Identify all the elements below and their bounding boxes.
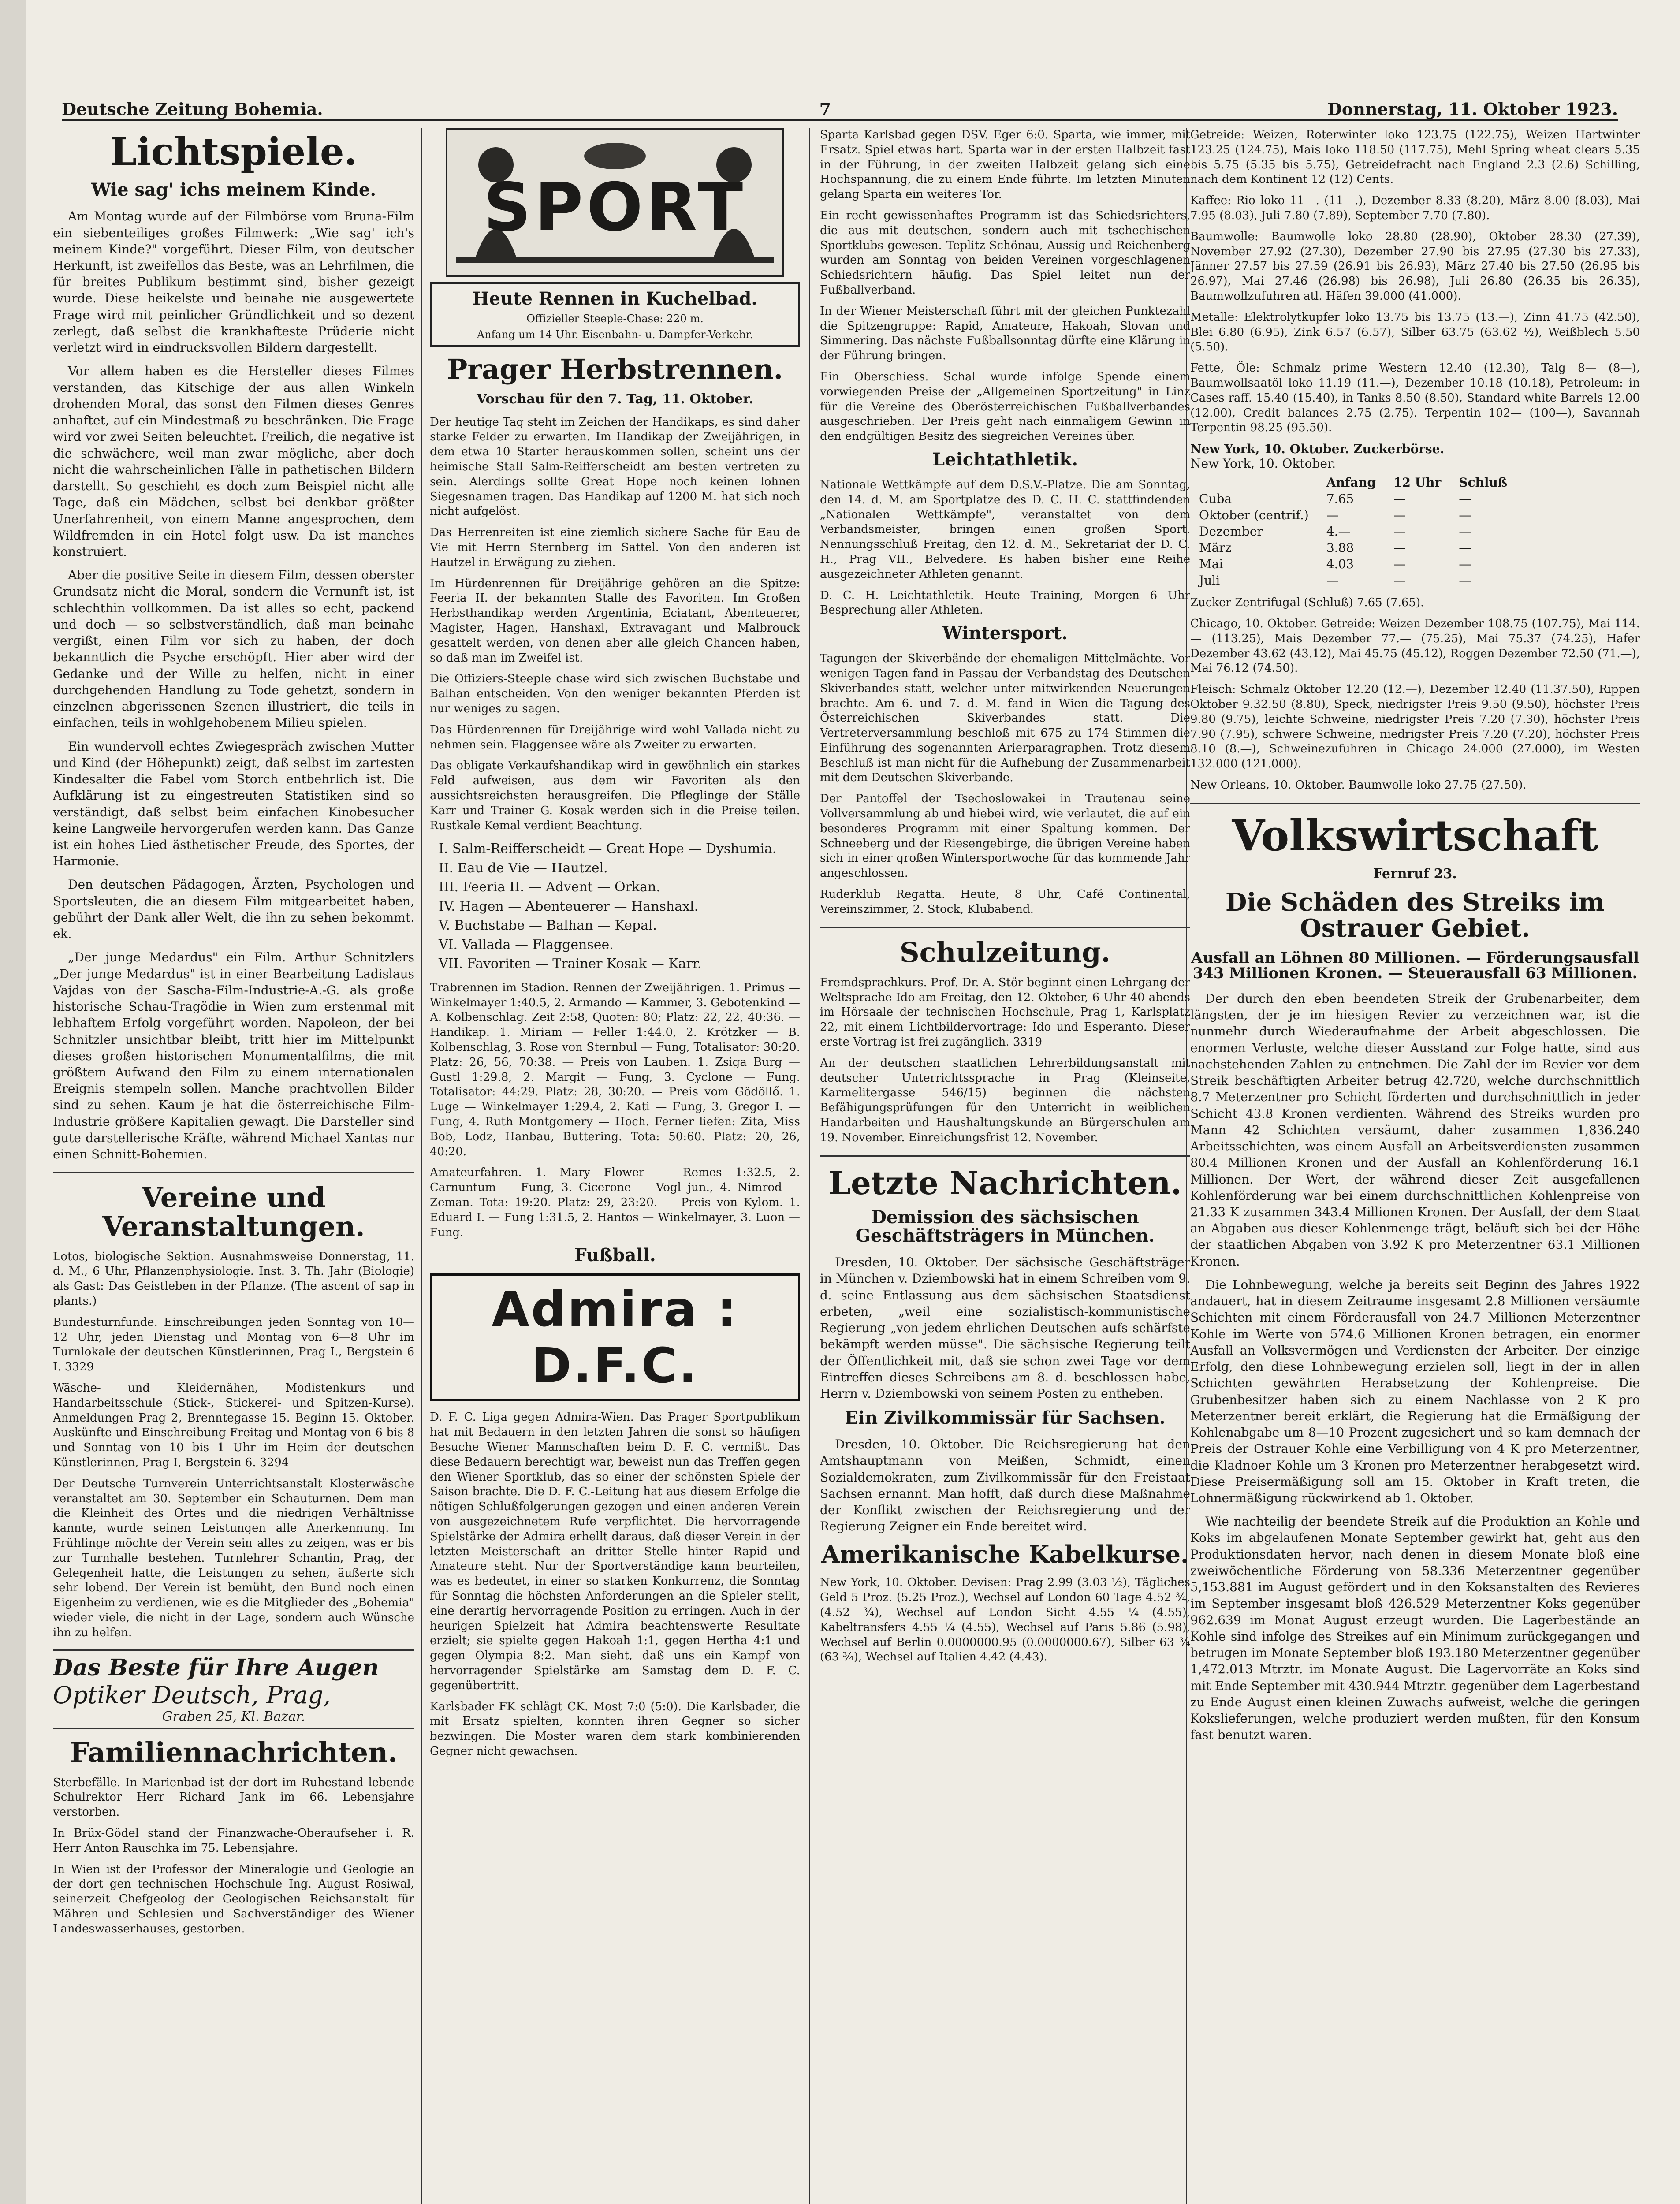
race-tip: V. Buchstabe — Balhan — Kepal. [439,918,657,934]
article-subtitle: Vorschau für den 7. Tag, 11. Oktober. [477,391,753,407]
paragraph: New Orleans, 10. Oktober. Baumwolle loko 27.75 (27.50). [1190,778,1527,792]
race-notice-box [430,282,800,347]
paragraph: Die Offiziers-Steeple chase wird sich zwischen Buchstabe und Balhan entscheiden. Von den weniger bekannten Pferden ist nur weniges zu sagen. [430,672,800,715]
table-cell: — [1393,573,1406,588]
table-cell: — [1459,491,1471,506]
paragraph: Das Herrenreiten ist eine ziemlich sichere Sache für Eau de Vie mit Herrn Sternberg im Sattel. Von den anderen ist Hautzel in Erwägung zu ziehen. [430,526,800,569]
paragraph: Das obligate Verkaufshandikap wird in gewöhnlich ein starkes Feld aufweisen, aus dem wir Favoriten als den aussichtsreichsten herausgreifen. Die Pfleglinge der Ställe Karr und Trainer G. Kosak werden sich in die Preise teilen. Rustkale Kemal verdient Beachtung. [430,759,800,832]
article-title: Wie sag' ichs meinem Kinde. [91,179,376,201]
column-rule [421,128,422,2204]
divider [53,1172,414,1173]
section-heading: Letzte Nachrichten. [828,1164,1182,1202]
race-tip: VII. Favoriten — Trainer Kosak — Karr. [439,956,702,972]
paragraph: Ruderklub Regatta. Heute, 8 Uhr, Café Continental, Vereinszimmer, 2. Stock, Klubabend. [820,888,1190,916]
column-rule [809,128,810,2204]
paragraph: Baumwolle: Baumwolle loko 28.80 (28.90), Oktober 28.30 (27.39), November 27.92 (27.30), Dezember 27.90 bis 27.95 (27.30 bis 27.33), Jänner 27.57 bis 27.59 (26.91 bis 26.93), März 27.40 bis 27.50 (26.95 bis 26.97), Mai 27.46 (26.98) bis 26.98), Juli 26.80 (26.35 bis 26.35), Baumwollzufuhren atl. Häfen 39.000 (41.000). [1190,230,1640,303]
race-tip: II. Eau de Vie — Hautzel. [439,860,608,876]
notice: Der Deutsche Turnverein Unterrichtsanstalt Klosterwäsche veranstaltet am 30. September ein Schauturnen. Dem man die Kleinheit des Ortes und die niedrigen Verhältnisse kannte, wurde seinen Leistungen alle Anerkennung. Im Frühlinge möchte der Verein sein alles zu zeigen, was er bis zur Turnhalle bestehen. Turnlehrer Schantin, Prag, der Gelegenheit hatte, die Leistungen zu sehen, äußerte sich sehr lobend. Der Verein ist bemüht, den Bund noch einen Eigenheim zu verdienen, wie es die Mitglieder des „Bohemia" wieder viele, die nicht in der Lage, sondern auch Wünsche ihn zu helfen. [53,1477,414,1639]
table-cell: — [1459,540,1471,555]
paragraph: „Der junge Medardus" ein Film. Arthur Schnitzlers „Der junge Medardus" ist in einer Bearbeitung Ladislaus Vajdas von der Sascha-Film-Industrie-A.-G. als große historische Schau-Tragödie in Wien zum erstenmal mit lebhaftem Erfolg vorgeführt worden. Napoleon, der bei Schnitzler unsichtbar bleibt, tritt hier im Mittelpunkt dieses großen historischen Monumentalfilms, die mit größtem Aufwand den Film zu einem internationalen Ereignis stempeln sollen. Manche prachtvollen Bilder sind zu sehen. Kaum je hat die österreichische Film-Industrie größere Kapitalien gewagt. Die Darsteller sind gute darstellerische Kräfte, während Michael Xantas nur einen Schnitt-Bohemien. [53,950,414,1162]
table-cell: 3.88 [1326,540,1354,555]
table-header: Schluß [1459,475,1508,490]
notice: Bundesturnfunde. Einschreibungen jeden Sonntag von 10—12 Uhr, jeden Dienstag und Montag von 6—8 Uhr im Turnlokale der deutschen Künstlerinnen, Prag I., Bergstein 6 I. 3329 [53,1315,414,1374]
header-date: Donnerstag, 11. Oktober 1923. [1327,99,1618,119]
table-cell: Juli [1199,573,1220,588]
table-row [1190,507,1516,523]
divider [820,927,1190,928]
table-header: 12 Uhr [1393,475,1442,490]
header-left: Deutsche Zeitung Bohemia. [62,99,323,119]
race-tip: I. Salm-Reifferscheidt — Great Hope — Dyshumia. [439,841,777,857]
section-heading: Wintersport. [942,623,1068,644]
table-cell: — [1459,524,1471,539]
sugar-table-title: New York, 10. Oktober. [1190,456,1336,471]
table-header: Anfang [1326,475,1376,490]
paragraph: D. F. C. Liga gegen Admira-Wien. Das Prager Sportpublikum hat mit Bedauern in den letzten Jahren die sonst so häufigen Besuche Wiener Mannschaften beim D. F. C. vermißt. Das diese Bedauern berechtigt war, beweist nun das Treffen gegen den Wiener Sportklub, das so einer der schönsten Spiele der Saison brachte. Die D. F. C.-Leitung hat aus diesem Erfolge die nötigen Schlußfolgerungen gezogen und einen anderen Verein von ausgezeichnetem Rufe verpflichtet. Die hervorragende Spielstärke der Admira erhellt daraus, daß dieser Verein in der letzten Meisterschaft an dritter Stelle hinter Rapid und Amateure steht. Nur der Sportverständige kann beurteilen, was es bedeutet, in einer so starken Konkurrenz, die Sonntag für Sonntag die höchsten Anforderungen an die Spieler stellt, eine derartig hervorragende Position zu erringen. Auch in der heurigen Spielzeit hat Admira beachtenswerte Resultate erzielt; sie spielte gegen Hakoah 1:1, gegen Hertha 4:1 und gegen Olympia 8:2. Man sieht, daß uns ein Kampf von hervorragender Spielstärke am Samstag dem D. F. C. gegenübertritt. [430,1411,800,1692]
paragraph: Amateurfahren. 1. Mary Flower — Remes 1:32.5, 2. Carnuntum — Fung, 3. Cicerone — Vogl jun., 4. Nimrod — Zeman. Tota: 19:20. Platz: 29, 23:20. — Preis von Kylom. 1. Eduard I. — Fung 1:31.5, 2. Hantos — Winkelmayer, 3. Luon — Fung. [430,1166,800,1239]
paragraph: Am Montag wurde auf der Filmbörse vom Bruna-Film ein siebenteiliges großes Filmwerk: „Wie sag' ich's meinem Kinde?" vorgeführt. Dieser Film, von deutscher Herkunft, ist zweifellos das Beste, was an Lehrfilmen, die für breites Publikum bestimmt sind, bisher gezeigt wurde. Diese heikelste und beinahe nie ausgewertete Frage wird mit peinlicher Gründlichkeit und so dezent zerlegt, daß selbst die krankhafteste Prüderie nicht verletzt wird in eindrucksvollen Bildern dargestellt. [53,209,414,355]
paragraph: An der deutschen staatlichen Lehrerbildungsanstalt mit deutscher Unterrichtssprache in Prag (Kleinseite, Karmelitergasse 546/15) beginnen die nächsten Befähigungsprüfungen für den Unterricht in weiblichen Handarbeiten und Haushaltungskunde an Bürgerschulen am 19. November. Einreichungsfrist 12. November. [820,1056,1190,1144]
article-title: Prager Herbstrennen. [447,353,783,385]
table-cell: — [1393,508,1406,523]
notice: Sterbefälle. In Marienbad ist der dort im Ruhestand lebende Schulrektor Herr Richard Jank im 66. Lebensjahre verstorben. [53,1776,414,1819]
table-row [1190,572,1516,588]
article-title: Ein Zivilkommissär für Sachsen. [845,1407,1166,1429]
sugar-heading: New York, 10. Oktober. Zuckerbörse. [1190,442,1445,457]
paragraph: Ein Oberschiess. Schal wurde infolge Spende einem vorwiegenden Preise der „Allgemeinen Sportzeitung" in Linz für die Vereine des Oberösterreichischen Fußballverbandes ausgeschrieben. Der Preis geht nach einmaligem Gewinn in den endgültigen Besitz des siegreichen Vereines über. [820,370,1190,443]
table-cell: Oktober (centrif.) [1199,508,1309,523]
table-cell: — [1326,508,1339,523]
notice: Lotos, biologische Sektion. Ausnahmsweise Donnerstag, 11. d. M., 6 Uhr, Pflanzenphysiologie. Inst. 3. Th. Jahr (Biologie) als Gast: Das Geistleben in der Pflanze. (The ascent of sap in plants.) [53,1250,414,1308]
section-heading: Schulzeitung. [899,936,1111,968]
table-header [1190,474,1318,491]
paragraph: Dresden, 10. Oktober. Die Reichsregierung hat den Amtshauptmann von Meißen, Schmidt, einen Sozialdemokraten, zum Zivilkommissär für den Freistaat Sachsen ernannt. Man hofft, daß durch diese Maßnahme der Konflikt zwischen der Reichsregierung und der Regierung Zeigner ein Ende bereitet wird. [820,1437,1190,1534]
table-cell: 4.03 [1326,557,1354,572]
advert-address: Graben 25, Kl. Bazar. [162,1709,305,1724]
page-header [62,88,1618,121]
advert-name: Optiker Deutsch, Prag, [53,1681,331,1709]
section-heading: Leichtathletik. [932,449,1078,470]
table-cell: — [1459,573,1471,588]
sport-masthead [446,128,784,277]
paragraph: Getreide: Weizen, Roterwinter loko 123.75 (122.75), Weizen Hartwinter 123.25 (124.75), Mais loko 118.50 (117.75), Mehl Spring wheat clears 5.35 bis 5.75 (5.35 bis 5.75), Getreidefracht nach England 2.3 (2.6) Schilling, nach dem Kontinent 12 (12) Cents. [1190,128,1640,186]
paragraph: Der Pantoffel der Tsechoslowakei in Trautenau seine Vollversammlung ab und hiebei wird, wie verlautet, die auf ein besonderes Programm mit einer Spaltung kommen. Der Schneeberg und der Riesengebirge, die übrigen Vereine haben sich in einer großen Wintersportwoche für das kommende Jahr angeschlossen. [820,792,1190,880]
paragraph: Den deutschen Pädagogen, Ärzten, Psychologen und Sportsleuten, die an diesem Film mitgearbeitet haben, gebührt der Dank aller Welt, die ihn zu sehen bekommt. ek. [53,877,414,942]
table-cell: — [1459,557,1471,572]
paragraph: Metalle: Elektrolytkupfer loko 13.75 bis 13.75 (13.—), Zinn 41.75 (42.50), Blei 6.80 (6.95), Zink 6.57 (6.57), Silber 63.75 (63.62 ½), Weißblech 5.50 (5.50). [1190,310,1640,354]
table-row [1190,523,1516,540]
section-heading: Vereine und Veranstaltungen. [102,1181,365,1243]
column-3 [820,128,1190,2204]
table-cell: — [1459,508,1471,523]
left-scan-edge [0,0,26,2204]
optician-advert [53,1649,414,1729]
table-row [1190,491,1516,507]
paragraph: Tagungen der Skiverbände der ehemaligen Mittelmächte. Vor wenigen Tagen fand in Passau der Verbandstag des Deutschen Skiverbandes statt, welcher unter mitwirkenden Neuerungen brachte. Am 6. und 7. d. M. fand in Wien die Tagung des Österreichischen Skiverbandes statt. Die Vertreterversammlung beschloß mit 675 zu 174 Stimmen die Einführung des sogenannten Arierparagraphen. Trotz diesem Beschluß ist man nicht für die Aufhebung der Zusammenarbeit mit dem Deutschen Skiverbande. [820,652,1190,785]
paragraph: Ein wundervoll echtes Zwiegespräch zwischen Mutter und Kind (der Höhepunkt) zeigt, daß selbst im zartesten Kindesalter die Fabel vom Storch entbehrlich ist. Die Aufklärung ist zu eingestreuten Statistiken sind so verständigt, daß selbst beim einfachen Kinobesucher keine Langweile hervorgerufen werden kann. Das Ganze ist ein hohes Lied ästhetischer Freude, des Sportes, der Harmonie. [53,739,414,869]
notice: In Brüx-Gödel stand der Finanzwache-Oberaufseher i. R. Herr Anton Rauschka im 75. Lebensjahre. [53,1827,414,1855]
paragraph: Der durch den eben beendeten Streik der Grubenarbeiter, dem längsten, der je im hiesigen Revier zu verzeichnen war, ist die nunmehr durch Wiederaufnahme der Arbeit abgeschlossen. Die enormen Verluste, welche dieser Ausstand zur Folge hatte, sind aus nachstehenden Zahlen zu entnehmen. Die Zahl der im Revier vor dem Streik beschäftigten Arbeiter betrug 42.720, welche durchschnittlich 8.7 Meterzentner pro Schicht förderten und durchschnittlich in jeder Schicht 43.8 Kronen verdienten. Während des Streiks wurden pro Mann 42 Schichten versäumt, daher zusammen 1,836.240 Arbeitsschichten, was einem Ausfall an Arbeitsverdiensten zusammen 80.4 Millionen Kronen und der Ausfall an Kohlenförderung 16.1 Millionen. Der Wert, der während dieser Zeit ausgefallenen Kohlenförderung war bei einem durchschnittlichen Kohlenpreise von 21.33 K zusammen 343.4 Millionen Kronen. Der Ausfall, der dem Staat an Abgaben aus dieser Kohlenmenge trägt, beläuft sich bei der Höhe der staatlichen Abgaben von 3.92 K pro Meterzentner 63.1 Millionen Kronen. [1190,991,1640,1269]
match-banner: Admira : D.F.C. [430,1273,800,1401]
race-tip: III. Feeria II. — Advent — Orkan. [439,879,660,895]
table-header-row [1190,474,1516,491]
article-deck: Ausfall an Löhnen 80 Millionen. — Förderungsausfall 343 Millionen Kronen. — Steuerausfall 63 Millionen. [1191,949,1639,983]
paragraph: Aber die positive Seite in diesem Film, dessen oberster Grundsatz nicht die Moral, sondern die Vernunft ist, ist schlechthin vollkommen. Da ist alles so echt, packend und doch — so selbstverständlich, daß man beinahe vergißt, einen Film vor sich zu haben, der doch bekanntlich die Psyche erschöpft. Hier aber wird der Gedanke und der Wille zu helfen, nicht in einer durchgehenden Handlung zu Tode gehetzt, sondern in einzelnen abgerissenen Szenen illustriert, die teils in einfachen, teils in wohlgehobenem Milieu spielen. [53,568,414,730]
paragraph: Chicago, 10. Oktober. Getreide: Weizen Dezember 108.75 (107.75), Mai 114.— (113.25), Mais Dezember 77.— (75.25), Mai 75.37 (74.25), Hafer Dezember 43.62 (43.12), Mai 45.75 (45.12), Roggen Dezember 72.50 (71.—), Mai 76.12 (74.50). [1190,617,1640,675]
section-heading: Fußball. [574,1245,656,1266]
table-cell: — [1393,540,1406,555]
race-tip: VI. Vallada — Flaggensee. [439,937,614,953]
section-subheading: Fernruf 23. [1373,866,1457,882]
paragraph: Fette, Öle: Schmalz prime Western 12.40 (12.30), Talg 8— (8—), Baumwollsaatöl loko 11.19 (11.—), Dezember 10.18 (10.18), Petroleum: in Cases raff. 15.40 (15.40), in Tanks 8.50 (8.50), Standard white Barrels 12.00 (12.00), Credit balances 2.75 (2.75). Terpentin 102— (100—), Savannah Terpentin 98.25 (95.50). [1190,361,1640,435]
advert-title: Das Beste für Ihre Augen [53,1654,379,1681]
paragraph: New York, 10. Oktober. Devisen: Prag 2.99 (3.03 ½), Tägliches Geld 5 Proz. (5.25 Proz.), Wechsel auf London 60 Tage 4.52 ¾, (4.52 ¾), Wechsel auf London Sicht 4.55 ¼ (4.55), Kabeltransfers 4.55 ¼ (4.55), Wechsel auf Paris 5.86 (5.98), Wechsel auf Berlin 0.0000000.95 (0.0000000.67), Silber 63 ¾ (63 ¾), Wechsel auf Italien 4.42 (4.43). [820,1576,1190,1664]
column-1 [53,128,414,2204]
paragraph: Nationale Wettkämpfe auf dem D.S.V.-Platze. Die am Sonntag, den 14. d. M. am Sportplatze des D. C. H. C. stattfindenden „Nationalen Wettkämpfe", veranstaltet von dem Verbandsmeister, bringen einen großen Sport. Nennungsschluß Freitag, den 12. d. M., Sekretariat der D. C. H., Prag VII., Belvedere. Es haben bisher eine Reihe ausgezeichneter Athleten genannt. [820,478,1190,581]
table-cell: — [1393,491,1406,506]
notice: In Wien ist der Professor der Mineralogie und Geologie an der dort gen technischen Hochschule Ing. August Rosiwal, seinerzeit Chefgeolog der Geologischen Reichsanstalt für Mähren und Schlesien und Sachverständiger des Wiener Landeswasserhauses, gestorben. [53,1862,414,1936]
race-notice-title: Heute Rennen in Kuchelbad. [472,288,758,309]
paragraph: In der Wiener Meisterschaft führt mit der gleichen Punktezahl die Spitzengruppe: Rapid, Amateure, Hakoah, Slovan und Simmering. Das nächste Fußballsonntag dürfte eine Klärung in der Führung bringen. [820,304,1190,363]
sugar-table [1190,474,1516,588]
table-cell: Cuba [1199,491,1232,506]
paragraph: Sparta Karlsbad gegen DSV. Eger 6:0. Sparta, wie immer, mit Ersatz. Spiel etwas hart. Sparta war in der ersten Halbzeit fast in der Führung, in der zweiten Halbzeit gelang sich eine Hochspannung, die zu einem Ende führte. Im letzten Minuten gelang Sparta ein weiteres Tor. [820,128,1190,201]
table-row [1190,540,1516,556]
table-cell: März [1199,540,1232,555]
paragraph: Fremdsprachkurs. Prof. Dr. A. Stör beginnt einen Lehrgang der Weltsprache Ido am Freitag, den 12. Oktober, 6 Uhr 40 abends im Hörsaale der technischen Hochschule, Prag 1, Karlsplatz 22, mit einem Lichtbildervortrage: Ido und Esperanto. Dieser erste Vortrag ist frei zugänglich. 3319 [820,975,1190,1049]
section-heading: Lichtspiele. [110,130,358,174]
page-number: 7 [819,99,831,119]
table-cell: — [1326,573,1339,588]
race-notice-sub: Anfang um 14 Uhr. Eisenbahn- u. Dampfer-Verkehr. [477,328,753,341]
divider [820,1155,1190,1157]
sport-title: SPORT [483,169,747,246]
article-title: Die Schäden des Streiks im Ostrauer Gebiet. [1225,888,1605,943]
notice: Wäsche- und Kleidernähen, Modistenkurs und Handarbeitsschule (Stick-, Stickerei- und Spitzen-Kurse). Anmeldungen Prag 2, Brenntegasse 15. Beginn 15. Oktober. Auskünfte und Einschreibung Freitag und Montag von 6 bis 8 und Sonntag von 10 bis 1 Uhr im Heim der deutschen Künstlerinnen, Prag I, Bergstein 6. 3294 [53,1381,414,1469]
table-cell: 7.65 [1326,491,1354,506]
race-tip: IV. Hagen — Abenteuerer — Hanshaxl. [439,898,699,914]
paragraph: D. C. H. Leichtathletik. Heute Training, Morgen 6 Uhr Besprechung aller Athleten. [820,588,1190,617]
table-cell: — [1393,524,1406,539]
column-4 [1190,128,1640,2204]
paragraph: Im Hürdenrennen für Dreijährige gehören an die Spitze: Feeria II. der bekannten Stalle des Favoriten. Im Großen Herbsthandikap werden Argentinia, Eciatant, Abenteuerer, Magister, Hagen, Hanshaxl, Extravagant und Malbrouck gesattelt werden, von denen aber alle gleich Chancen haben, so daß man im Zweifel ist. [430,577,800,665]
paragraph: Die Lohnbewegung, welche ja bereits seit Beginn des Jahres 1922 andauert, hat in diesem Zeitraume insgesamt 2.8 Millionen versäumte Schichten mit einem Förderausfall von 24.7 Millionen Meterzentner Kohle im Werte von 574.6 Millionen Kronen betragen, ein enormer Ausfall an Volksvermögen und Verdiensten der Arbeiter. Der einzige Erfolg, den diese Lohnbewegung erzielen soll, liegt in der in allen Schichten gewährten Herabsetzung der Kohlenpreise. Die Grubenbesitzer haben sich zu einem Nachlasse von 2 K pro Meterzentner bereit erklärt, die Regierung hat die Ermäßigung der Kohlenabgabe um 8—10 Prozent zugesichert und so kam demnach der Preis der Ostrauer Kohle eine Verbilligung von 4 K pro Meterzentner, die Kladnoer Kohle um 3 Kronen pro Meterzentner herabgesetzt wird. Diese Preisermäßigung soll am 15. Oktober in Kraft treten, die Lohnermäßigung rückwirkend ab 1. Oktober. [1190,1277,1640,1505]
paragraph: Karlsbader FK schlägt CK. Most 7:0 (5:0). Die Karlsbader, die mit Ersatz spielten, konnten ihren Gegner so sicher bezwingen. Die Moster waren dem stark kombinierenden Gegner nicht gewachsen. [430,1700,800,1758]
table-cell: — [1393,557,1406,572]
race-notice-sub: Offizieller Steeple-Chase: 220 m. [526,313,704,325]
table-cell: Dezember [1199,524,1263,539]
paragraph: Fleisch: Schmalz Oktober 12.20 (12.—), Dezember 12.40 (11.37.50), Rippen Oktober 9.32.50 (8.80), Speck, niedrigster Preis 9.50 (9.50), höchster Preis 9.80 (9.75), leichte Schweine, niedrigster Preis 7.20 (7.30), höchster Preis 7.90 (7.95), schwere Schweine, niedrigster Preis 7.20 (7.20), höchster Preis 8.10 (8.—), Schweinezufuhren in Chicago 24.000 (27.000), im Westen 132.000 (121.000). [1190,683,1640,771]
paragraph: Dresden, 10. Oktober. Der sächsische Geschäftsträger in München v. Dziembowski hat in einem Schreiben vom 9. d. seine Entlassung aus dem sächsischen Staatsdienst erbeten, „weil eine sozialistisch-kommunistische Regierung „von jedem ehrlichen Deutschen aufs schärfste bekämpft werden müsse". Die sächsische Regierung teilt der Öffentlichkeit mit, daß sie schon zwei Tage vor dem Eintreffen dieses Schreibens am 8. d. beschlossen habe, Herrn v. Dziembowski von seinem Posten zu entheben. [820,1255,1190,1401]
paragraph: Kaffee: Rio loko 11—. (11—.), Dezember 8.33 (8.20), März 8.00 (8.03), Mai 7.95 (8.03), Juli 7.80 (7.89), September 7.70 (7.80). [1190,194,1640,222]
paragraph: Ein recht gewissenhaftes Programm ist das Schiedsrichters, die aus mit deutschen, sondern auch mit tschechischen Sportklubs gewesen. Teplitz-Schönau, Aussig und Reichenberg wurden am Sonntag von beiden Vereinen vorgeschlagenen Schiedsrichtern häufig. Das Spiel leitet nun der Fußballverband. [820,208,1190,297]
paragraph: Vor allem haben es die Hersteller dieses Filmes verstanden, das Kitschige der aus allen Winkeln drohenden Moral, das sonst den Filmen dieses Genres anhaftet, auf ein Mindestmaß zu beschränken. Die Frage wird vor zwei Seiten beleuchtet. Freilich, die negative ist die schwächere, weil man zwar mögliche, aber doch nicht die wahrscheinlichen Fälle in pathetischen Bildern darstellt. So geschieht es doch zum Beispiel nicht alle Tage, daß ein Mädchen, selbst bei denkbar größter Unerfahrenheit, von einem Manne angesprochen, dem Wildfremden in ein Hotel folgt usw. Da ist manches konstruiert. [53,364,414,559]
paragraph: Wie nachteilig der beendete Streik auf die Produktion an Kohle und Koks im abgelaufenen Monate September gewirkt hat, geht aus den Produktionsdaten hervor, nach denen in diesem Monate bloß eine zweiwöchentliche Förderung von 58.336 Meterzentner gegenüber 5,153.881 im August gefördert und in den Koksanstalten des Revieres im September insgesamt bloß 426.529 Meterzentner Koks gegenüber 962.639 im Monat August erzeugt wurden. Die Lagerbestände an Kohle sind infolge des Streikes auf ein Minimum zurückgegangen und betrugen im Monate September bloß 193.180 Meterzentner gegenüber 1,472.013 Mtrztr. im Monate August. Die Lagervorräte an Koks sind mit Ende September mit 430.944 Mtrztr. gegenüber dem Lagerbestand zu Ende August einen kleinen Zuwachs aufweist, welche die geringen Kokslieferungen, welche produziert werden mußten, für den Konsum fast benutzt waren. [1190,1514,1640,1742]
paragraph: Das Hürdenrennen für Dreijährige wird wohl Vallada nicht zu nehmen sein. Flaggensee wäre als Zweiter zu erwarten. [430,723,800,752]
divider [1190,803,1640,804]
paragraph: Trabrennen im Stadion. Rennen der Zweijährigen. 1. Primus — Winkelmayer 1:40.5, 2. Armando — Kammer, 3. Gebotenkind — A. Kolbenschlag. Zeit 2:58, Quoten: 80; Platz: 22, 22, 40:36. — Handikap. 1. Miriam — Feller 1:44.0, 2. Krötzker — B. Kolbenschlag, 3. Rose von Sternbul — Fung, Totalisator: 30:20. Platz: 26, 56, 70:38. — Preis von Lauben. 1. Zsiga Burg — Gustl 1:29.8, 2. Margit — Fung, 3. Cyclone — Fung. Totalisator: 44:29. Platz: 28, 30:20. — Preis vom Gödöllő. 1. Luge — Winkelmayer 1:29.4, 2. Kati — Fung, 3. Gregor I. — Fung, 4. Ruth Montgomery — Hoch. Ferner liefen: Zita, Miss Bob, Lodz, Hanbau, Buttering. Tota: 50:60. Platz: 20, 26, 40:20. [430,981,800,1158]
table-row [1190,556,1516,572]
column-2 [430,128,800,2204]
paragraph: Zucker Zentrifugal (Schluß) 7.65 (7.65). [1190,596,1424,610]
table-cell: 4.— [1326,524,1351,539]
table-cell: Mai [1199,557,1223,572]
article-title: Demission des sächsischen Geschäftsträgers in München. [855,1207,1155,1247]
section-heading: Familiennachrichten. [70,1736,398,1768]
race-tips [439,839,800,974]
section-heading: Volkswirtschaft [1232,810,1598,860]
section-heading: Amerikanische Kabelkurse. [821,1540,1189,1568]
paragraph: Der heutige Tag steht im Zeichen der Handikaps, es sind daher starke Felder zu erwarten. Im Handikap der Zweijährigen, in dem etwa 10 Starter herauskommen sollen, scheint uns der heimische Stall Salm-Reifferscheidt am besten vertreten zu sein. Alerdings sollte Great Hope noch keinen lohnen Siegesnamen tragen. Das Handikap auf 1200 M. hat sich noch nicht aufgelöst. [430,415,800,518]
